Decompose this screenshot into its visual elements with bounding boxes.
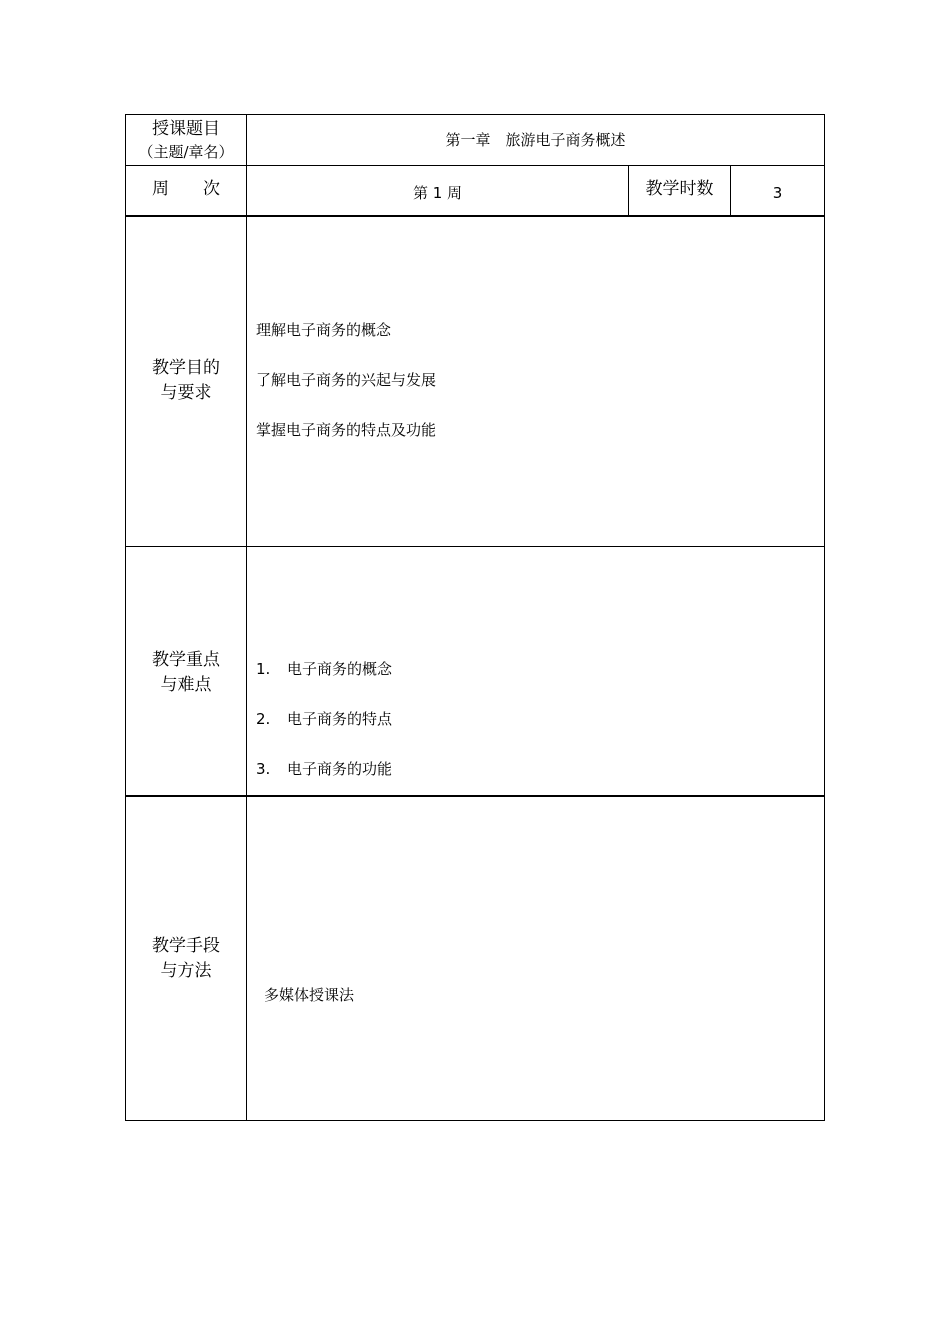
keypoint-number: 3. [256, 760, 271, 778]
methods-label-line1: 教学手段 [152, 936, 220, 956]
week-value-cell [247, 166, 628, 215]
keypoint-text: 电子商务的特点 [287, 710, 393, 728]
objective-item: 掌握电子商务的特点及功能 [256, 421, 437, 439]
objectives-label-cell [126, 217, 246, 546]
keypoint-item [256, 709, 392, 729]
objectives-label-line1: 教学目的 [152, 357, 220, 378]
methods-label-cell [126, 797, 246, 1121]
hours-label-cell [629, 166, 730, 215]
methods-label-line2: 与方法 [160, 961, 212, 981]
column-divider-label [246, 114, 247, 1121]
keypoints-label-line1: 教学重点 [152, 650, 220, 670]
topic-label: 授课题目 [152, 118, 220, 139]
keypoint-number: 1. [256, 660, 271, 678]
keypoints-label-cell [126, 547, 246, 795]
keypoint-text: 电子商务的概念 [287, 660, 393, 678]
topic-value: 第一章 旅游电子商务概述 [445, 130, 626, 149]
hours-value-cell [731, 166, 824, 215]
objectives-list [256, 320, 436, 440]
keypoint-item [256, 659, 392, 679]
hours-label: 教学时数 [645, 179, 714, 199]
objective-item: 了解电子商务的兴起与发展 [256, 371, 437, 389]
keypoints-label-line2: 与难点 [160, 675, 212, 695]
topic-value-cell [247, 114, 824, 165]
topic-sublabel: （主题/章名） [138, 142, 234, 161]
keypoint-number: 2. [256, 710, 271, 728]
keypoint-item [256, 759, 392, 779]
objectives-label-line2: 与要求 [160, 382, 212, 403]
keypoint-text: 电子商务的功能 [287, 760, 393, 778]
keypoints-list [256, 659, 392, 779]
topic-label-cell [126, 114, 246, 165]
week-value: 第 1 周 [412, 183, 463, 202]
objective-item: 理解电子商务的概念 [256, 321, 392, 339]
week-label: 周 次 [152, 179, 220, 199]
methods-value: 多媒体授课法 [264, 986, 355, 1004]
hours-value: 3 [772, 183, 783, 202]
week-label-cell [126, 166, 246, 215]
